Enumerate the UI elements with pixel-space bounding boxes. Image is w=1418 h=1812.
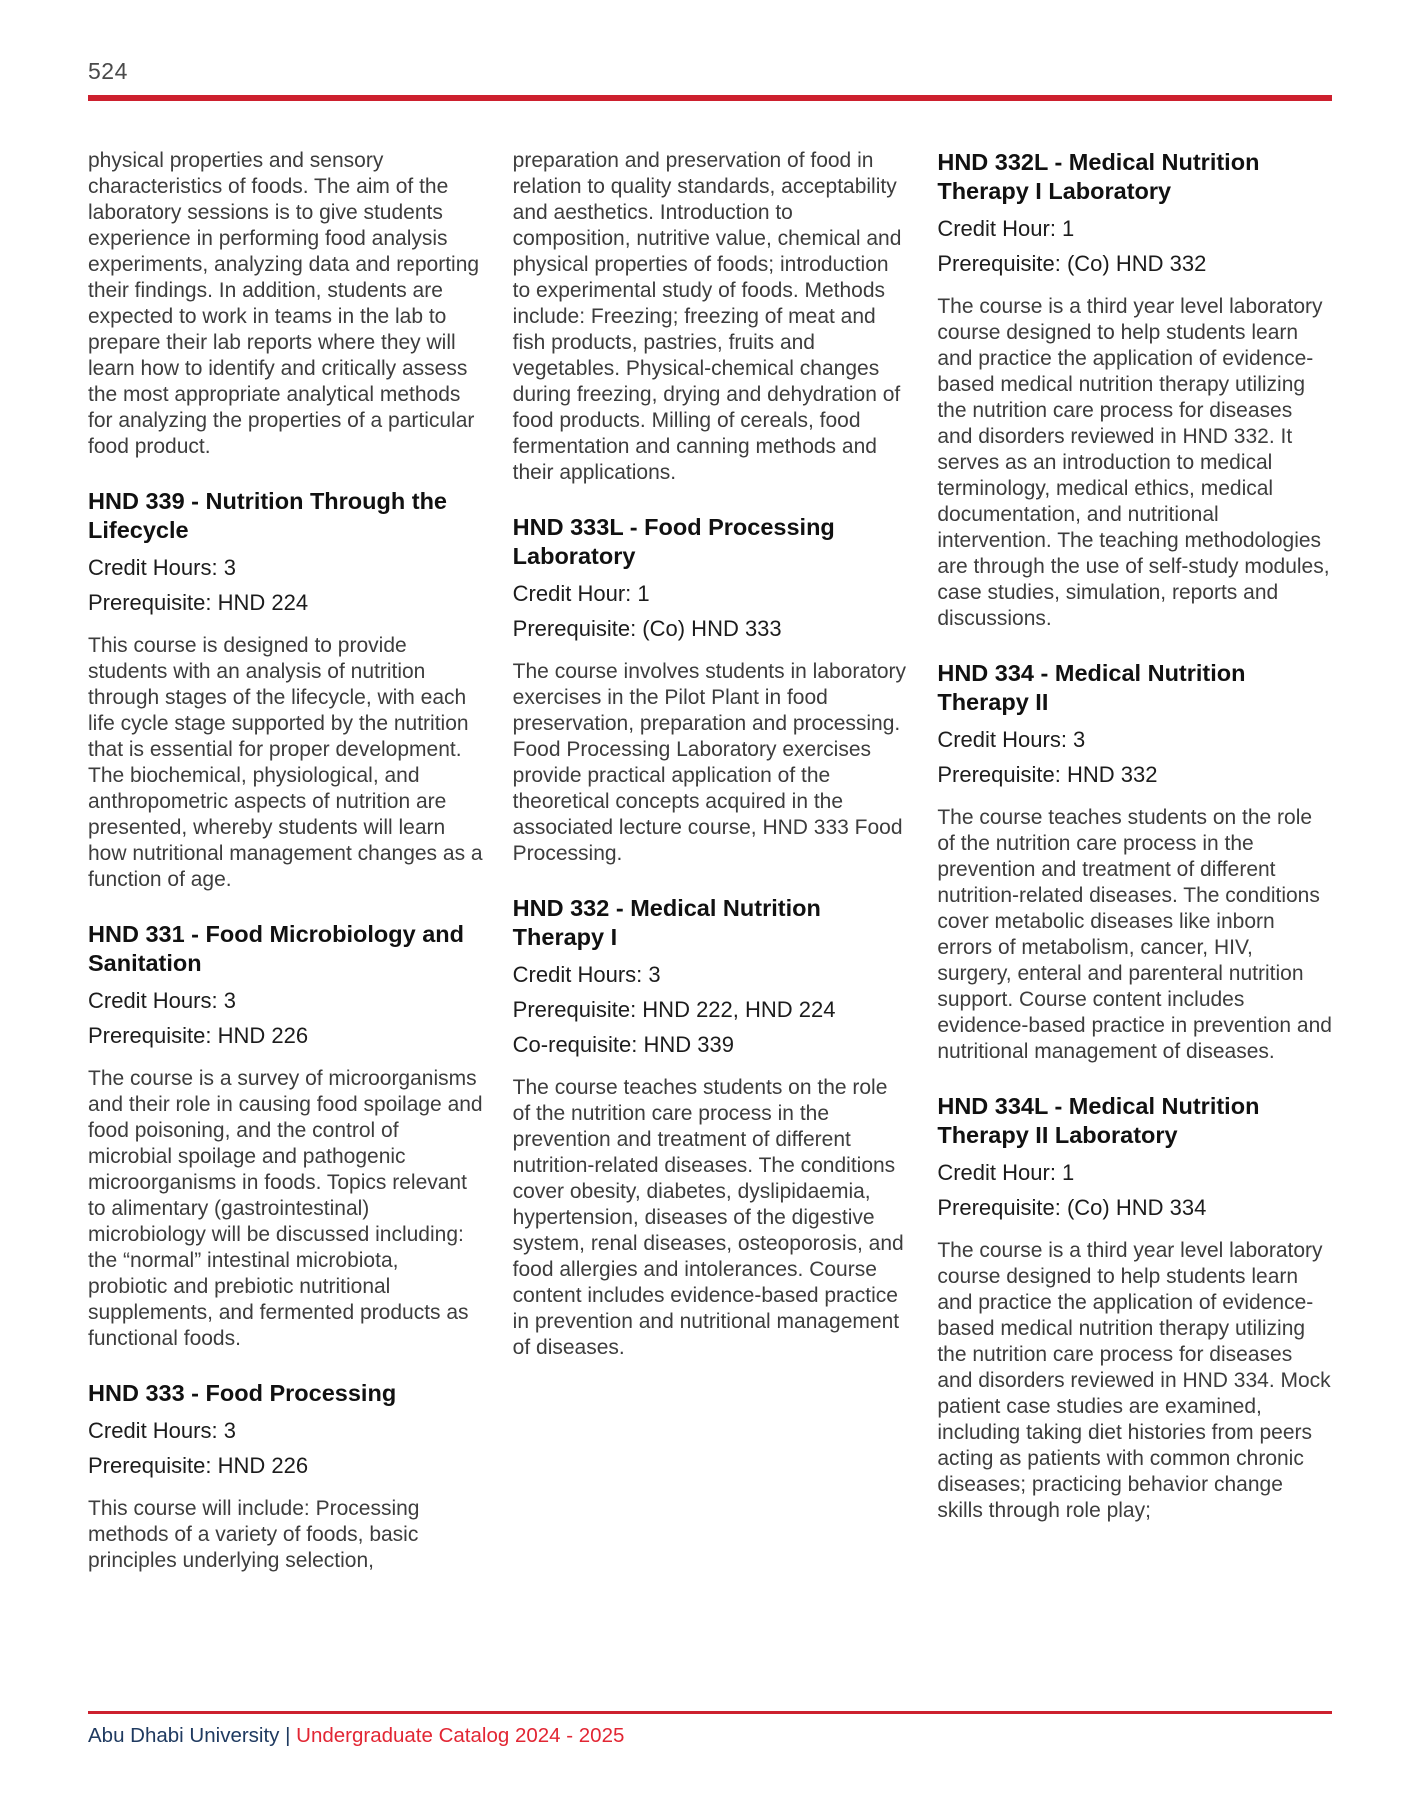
course-meta: Prerequisite: HND 226 (88, 1023, 309, 1048)
course-meta: Prerequisite: HND 222, HND 224 (512, 997, 836, 1022)
course-meta: Credit Hour: 1 (937, 216, 1075, 241)
footer-rule (88, 1711, 1332, 1714)
course-meta: Co-requisite: HND 339 (512, 1032, 734, 1057)
footer-institution: Abu Dhabi University (88, 1724, 280, 1747)
course-paragraph: The course is a third year level laboratory course designed to help students learn and practice the application of evidence-based medical nutrition therapy utilizing the nutrition care process for diseases and disorders reviewed in HND 334. Mock patient case studies are examined, including taking diet histories from peers acting as patients with common chronic diseases; practicing behavior change skills through role play; (937, 1239, 1331, 1522)
column-3 (937, 148, 1332, 1601)
course-meta: Credit Hours: 3 (512, 962, 661, 987)
course-meta: Prerequisite: HND 226 (88, 1453, 309, 1478)
course-columns (88, 148, 1332, 1601)
course-meta: Credit Hours: 3 (88, 555, 236, 580)
footer (88, 1723, 624, 1749)
course-paragraph: physical properties and sensory characteristics of foods. The aim of the laboratory sessions is to give students experience in performing food analysis experiments, analyzing data and reporting their findings. In addition, students are expected to work in teams in the lab to prepare their lab reports where they will learn how to identify and critically assess the most appropriate analytical methods for analyzing the properties of a particular food product. (88, 149, 480, 458)
course-meta: Prerequisite: (Co) HND 332 (937, 251, 1207, 276)
course-paragraph: The course involves students in laboratory exercises in the Pilot Plant in food preservation, preparation and processing. Food Processing Laboratory exercises provide practical application of the theoretical concepts acquired in the associated lecture course, HND 333 Food Processing. (512, 660, 907, 865)
course-paragraph: This course is designed to provide students with an analysis of nutrition through stages of the lifecycle, with each life cycle stage supported by the nutrition that is essential for proper development. The biochemical, physiological, and anthropometric aspects of nutrition are presented, whereby students will learn how nutritional management changes as a function of age. (88, 634, 483, 891)
footer-separator: | (279, 1724, 297, 1747)
course-meta: Credit Hour: 1 (512, 581, 650, 606)
header-rule (88, 95, 1332, 101)
footer-catalog-title: Undergraduate Catalog 2024 - 2025 (296, 1724, 625, 1747)
course-heading: HND 333 - Food Processing (88, 1380, 397, 1406)
course-heading: HND 334 - Medical Nutrition Therapy II (937, 660, 1246, 715)
course-heading: HND 333L - Food Processing Laboratory (512, 514, 835, 569)
course-heading: HND 339 - Nutrition Through the Lifecycle (88, 488, 448, 543)
course-meta: Prerequisite: HND 224 (88, 590, 309, 615)
column-2 (513, 148, 908, 1601)
course-heading: HND 334L - Medical Nutrition Therapy II Laboratory (937, 1093, 1260, 1148)
course-paragraph: The course teaches students on the role of the nutrition care process in the prevention and treatment of different nutrition-related diseases. The conditions cover metabolic diseases like inborn errors of metabolism, cancer, HIV, surgery, enteral and parenteral nutrition support. Course content includes evidence-based practice in prevention and nutritional management of diseases. (937, 806, 1332, 1063)
course-paragraph: The course is a survey of microorganisms and their role in causing food spoilage and food poisoning, and the control of microbial spoilage and pathogenic microorganisms in foods. Topics relevant to alimentary (gastrointestinal) microbiology will be discussed including: the “normal” intestinal microbiota, probiotic and prebiotic nutritional supplements, and fermented products as functional foods. (88, 1067, 483, 1350)
course-heading: HND 331 - Food Microbiology and Sanitation (88, 921, 465, 976)
course-meta: Prerequisite: HND 332 (937, 762, 1158, 787)
course-meta: Prerequisite: (Co) HND 334 (937, 1195, 1207, 1220)
course-meta: Credit Hour: 1 (937, 1160, 1075, 1185)
page-number: 524 (88, 58, 128, 84)
course-paragraph: The course is a third year level laboratory course designed to help students learn and practice the application of evidence-based medical nutrition therapy utilizing the nutrition care process for diseases and disorders reviewed in HND 332. It serves as an introduction to medical terminology, medical ethics, medical documentation, and nutritional intervention. The teaching methodologies are through the use of self-study modules, case studies, simulation, reports and discussions. (937, 295, 1330, 630)
column-1 (88, 148, 483, 1601)
course-heading: HND 332 - Medical Nutrition Therapy I (512, 895, 821, 950)
course-paragraph: The course teaches students on the role of the nutrition care process in the prevention and treatment of different nutrition-related diseases. The conditions cover obesity, diabetes, dyslipidaemia, hypertension, diseases of the digestive system, renal diseases, osteoporosis, and food allergies and intolerances. Course content includes evidence-based practice in prevention and nutritional management of diseases. (512, 1076, 904, 1359)
course-meta: Credit Hours: 3 (937, 727, 1086, 752)
course-paragraph: This course will include: Processing methods of a variety of foods, basic principles underlying selection, (88, 1497, 420, 1572)
course-meta: Prerequisite: (Co) HND 333 (512, 616, 782, 641)
course-meta: Credit Hours: 3 (88, 988, 236, 1013)
course-paragraph: preparation and preservation of food in relation to quality standards, acceptability and aesthetics. Introduction to composition, nutritive value, chemical and physical properties of foods; introduction to experimental study of foods. Methods include: Freezing; freezing of meat and fish products, pastries, fruits and vegetables. Physical-chemical changes during freezing, drying and dehydration of food products. Milling of cereals, food fermentation and canning methods and their applications. (512, 149, 902, 484)
course-heading: HND 332L - Medical Nutrition Therapy I Laboratory (937, 149, 1260, 204)
course-meta: Credit Hours: 3 (88, 1418, 236, 1443)
